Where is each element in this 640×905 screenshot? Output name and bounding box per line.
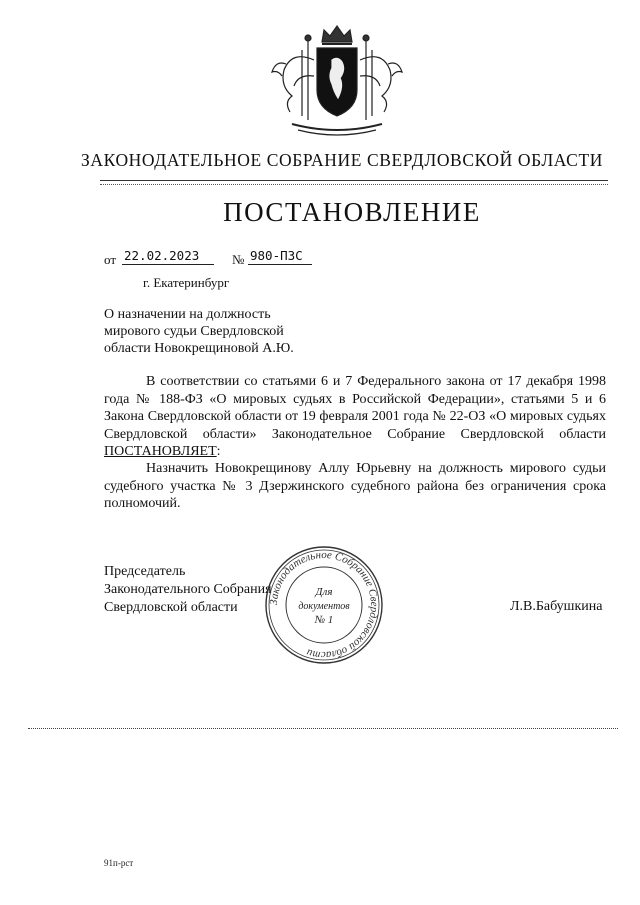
- preamble-text: В соответствии со статьями 6 и 7 Федерального закона от 17 декабря 1998 года № 188-ФЗ «О мировых судьях в Российской Федерации», статьями 5 и 6 Закона Свердловской области от 19 февраля 2001 года № 22-ОЗ «О мировых судьях Свердловской области» Законодательное Собрание Свердловской области: [104, 374, 606, 442]
- signatory-title-line: Свердловской области: [104, 600, 238, 615]
- subject-line: мирового судьи Свердловской: [104, 324, 284, 339]
- signatory-title: [104, 563, 272, 617]
- subject-line: области Новокрещиновой А.Ю.: [104, 341, 294, 356]
- official-seal-stamp: [262, 543, 386, 667]
- signatory-title-line: Законодательного Собрания: [104, 582, 272, 597]
- signatory-title-line: Председатель: [104, 564, 186, 579]
- svg-text:документов: документов: [298, 601, 350, 612]
- paragraph-preamble: [104, 373, 606, 461]
- preamble-end: :: [216, 444, 221, 460]
- decree-keyword: ПОСТАНОВЛЯЕТ: [104, 444, 217, 460]
- subject-line: О назначении на должность: [104, 307, 271, 322]
- document-number: 980-ПЗС: [248, 248, 312, 265]
- date-label: от: [104, 252, 117, 267]
- document-city: г. Екатеринбург: [143, 275, 230, 290]
- footer-code: 91п-рст: [104, 858, 134, 868]
- number-label: №: [232, 252, 245, 267]
- document-date: 22.02.2023: [122, 248, 214, 265]
- coat-of-arms-emblem: [262, 20, 412, 142]
- svg-text:№ 1: № 1: [314, 614, 334, 626]
- header-rule: [100, 180, 608, 181]
- document-type-title: ПОСТАНОВЛЕНИЕ: [223, 197, 481, 227]
- svg-text:Для: Для: [315, 586, 333, 598]
- bottom-rule: [28, 728, 618, 729]
- header-rule-dotted: [100, 184, 608, 185]
- document-meta: [104, 248, 324, 268]
- svg-text:Законодательное Собрание Сверд: Законодательное Собрание Свердловской области: [267, 548, 381, 662]
- document-subject: [104, 306, 344, 357]
- organization-name: ЗАКОНОДАТЕЛЬНОЕ СОБРАНИЕ СВЕРДЛОВСКОЙ ОБЛАСТИ: [81, 150, 603, 170]
- signatory-name: Л.В.Бабушкина: [510, 599, 603, 614]
- paragraph-resolution: Назначить Новокрещинову Аллу Юрьевну на должность мирового судьи судебного участка № 3 Дзержинского судебного района без ограничения срока полномочий.: [104, 461, 606, 512]
